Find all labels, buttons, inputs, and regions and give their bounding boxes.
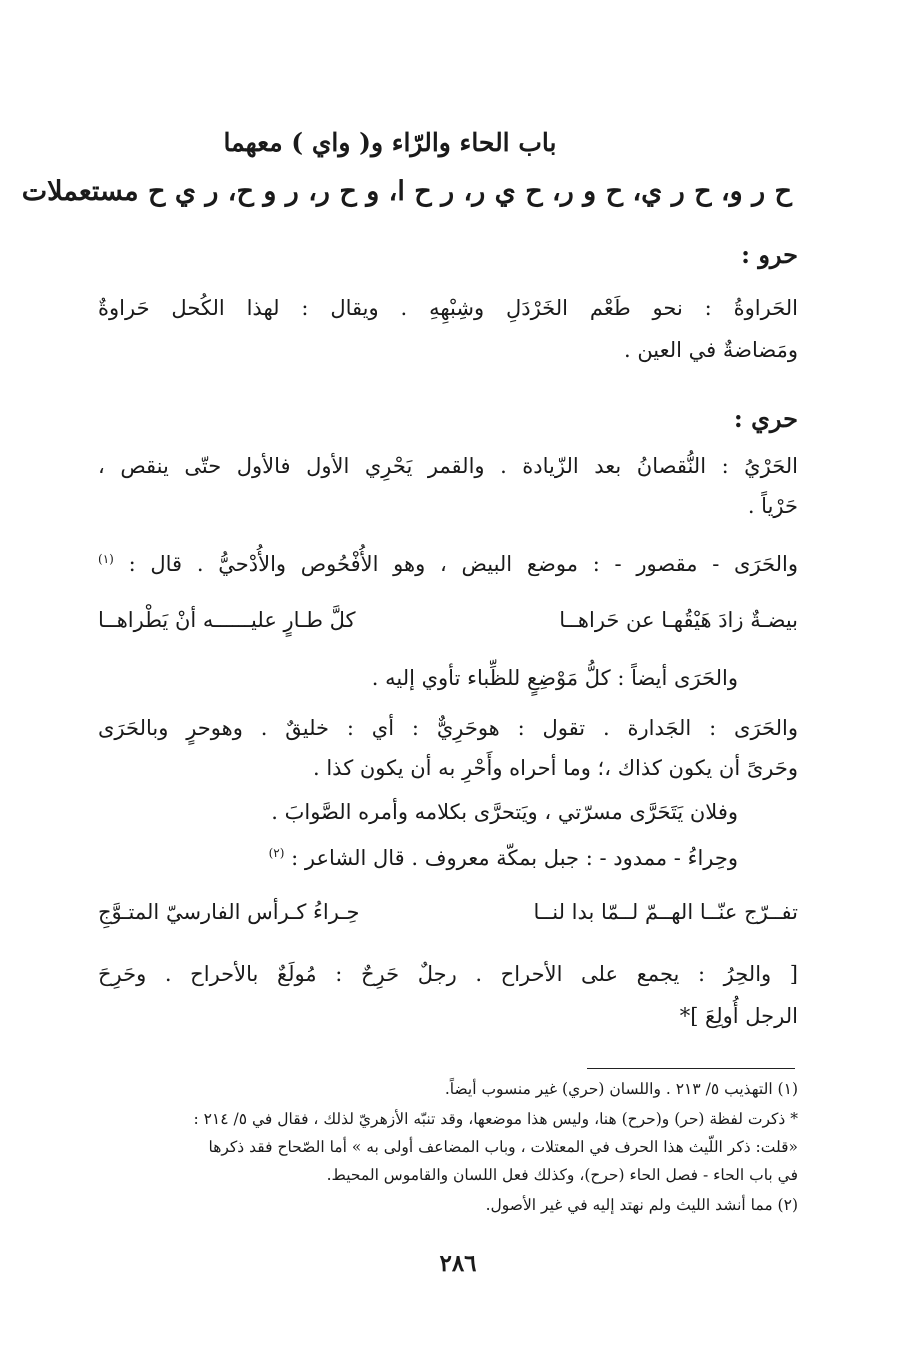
chapter-title: باب الحاء والرّاء و( واي ) معهما [223, 128, 557, 157]
paragraph-line: حَرْياً . [747, 494, 798, 518]
footnote: «قلت: ذكر اللّيث هذا الحرف في المعتلات ، وباب المضاعف أولى به » أما الصّحاح فقد ذكرها [208, 1138, 798, 1156]
page-number: ٢٨٦ [439, 1250, 477, 1277]
footnote: في باب الحاء - فصل الحاء (حرح)، وكذلك فعل اللسان والقاموس المحيط. [326, 1166, 798, 1184]
paragraph-line: الرجل أُولِعَ ]* [679, 1004, 798, 1028]
chapter-subtitle: ح ر و، ح ر ي، ح و ر، ح ي ر، ر ح ا، و ح ر، ر و ح، ر ي ح مستعملات [21, 176, 792, 207]
paragraph-line: وحَرىً أن يكون كذاك ،؛ وما أحراه وأَحْرِ به أن يكون كذا . [312, 756, 798, 780]
paragraph-line: والحَرَى أيضاً : كلُّ مَوْضِعٍ للظِّباء تأوي إليه . [371, 666, 738, 690]
entry-head-hry: حري : [733, 404, 798, 433]
paragraph-line: الحَراوةُ : نحو طَعْم الخَرْدَلِ وشِبْهِهِ . ويقال : لهذا الكُحل حَراوةٌ [98, 296, 798, 320]
poem-verse [98, 608, 798, 632]
poem-verse [98, 900, 798, 924]
verse-second-hemistich: كلَّ طـارٍ عليــــــه أنْ يَطْراهــا [98, 608, 356, 632]
footnote-ref: (٢) [268, 846, 285, 860]
paragraph-line [98, 552, 798, 576]
verse-first-hemistich: تفــرّج عنّــا الهــمّ لــمّا بدا لنــا [533, 900, 798, 924]
paragraph-line [269, 846, 738, 870]
entry-head-hrw: حرو : [741, 240, 798, 269]
paragraph-text: وحِراءُ - ممدود - : جبل بمكّة معروف . قال الشاعر : [291, 846, 738, 870]
footnote-divider [587, 1068, 795, 1069]
paragraph-line: [ والحِرُ : يجمع على الأحراح . رجلٌ حَرِحٌ : مُولَعٌ بالأحراح . وحَرِحَ [98, 962, 798, 986]
paragraph-text: والحَرَى - مقصور - : موضع البيض ، وهو الأُفْحُوص والأُدْحيُّ . قال : [128, 552, 798, 576]
footnote: * ذكرت لفظة (حر) و(حرح) هنا، وليس هذا موضعها، وقد تنبّه الأزهريّ لذلك ، فقال في ٥/ ٢١٤ : [193, 1110, 798, 1128]
verse-first-hemistich: بيضـةٌ زادَ هَيْقُهـا عن حَراهــا [559, 608, 798, 632]
paragraph-line: والحَرَى : الجَدارة . تقول : هوحَرِيٌّ : أي : خليقٌ . وهوحرٍ وبالحَرَى [98, 716, 798, 740]
footnote: (١) التهذيب ٥/ ٢١٣ . واللسان (حري) غير منسوب أيضاً. [444, 1080, 798, 1098]
footnote-ref: (١) [98, 552, 114, 566]
paragraph-line: وفلان يَتَحَرَّى مسرّتي ، ويَتحرَّى بكلامه وأمره الصَّوابَ . [271, 800, 738, 824]
paragraph-line: الحَرْيُ : النُّقصانُ بعد الزّيادة . والقمر يَحْرِي الأول فالأول حتّى ينقص ، [98, 454, 798, 478]
footnote: (٢) مما أنشد الليث ولم نهتد إليه في غير الأصول. [485, 1196, 798, 1214]
verse-second-hemistich: حِـراءُ كـرأس الفارسيّ المتـوَّجِ [98, 900, 360, 924]
paragraph-line: ومَضاضةٌ في العين . [623, 338, 798, 362]
